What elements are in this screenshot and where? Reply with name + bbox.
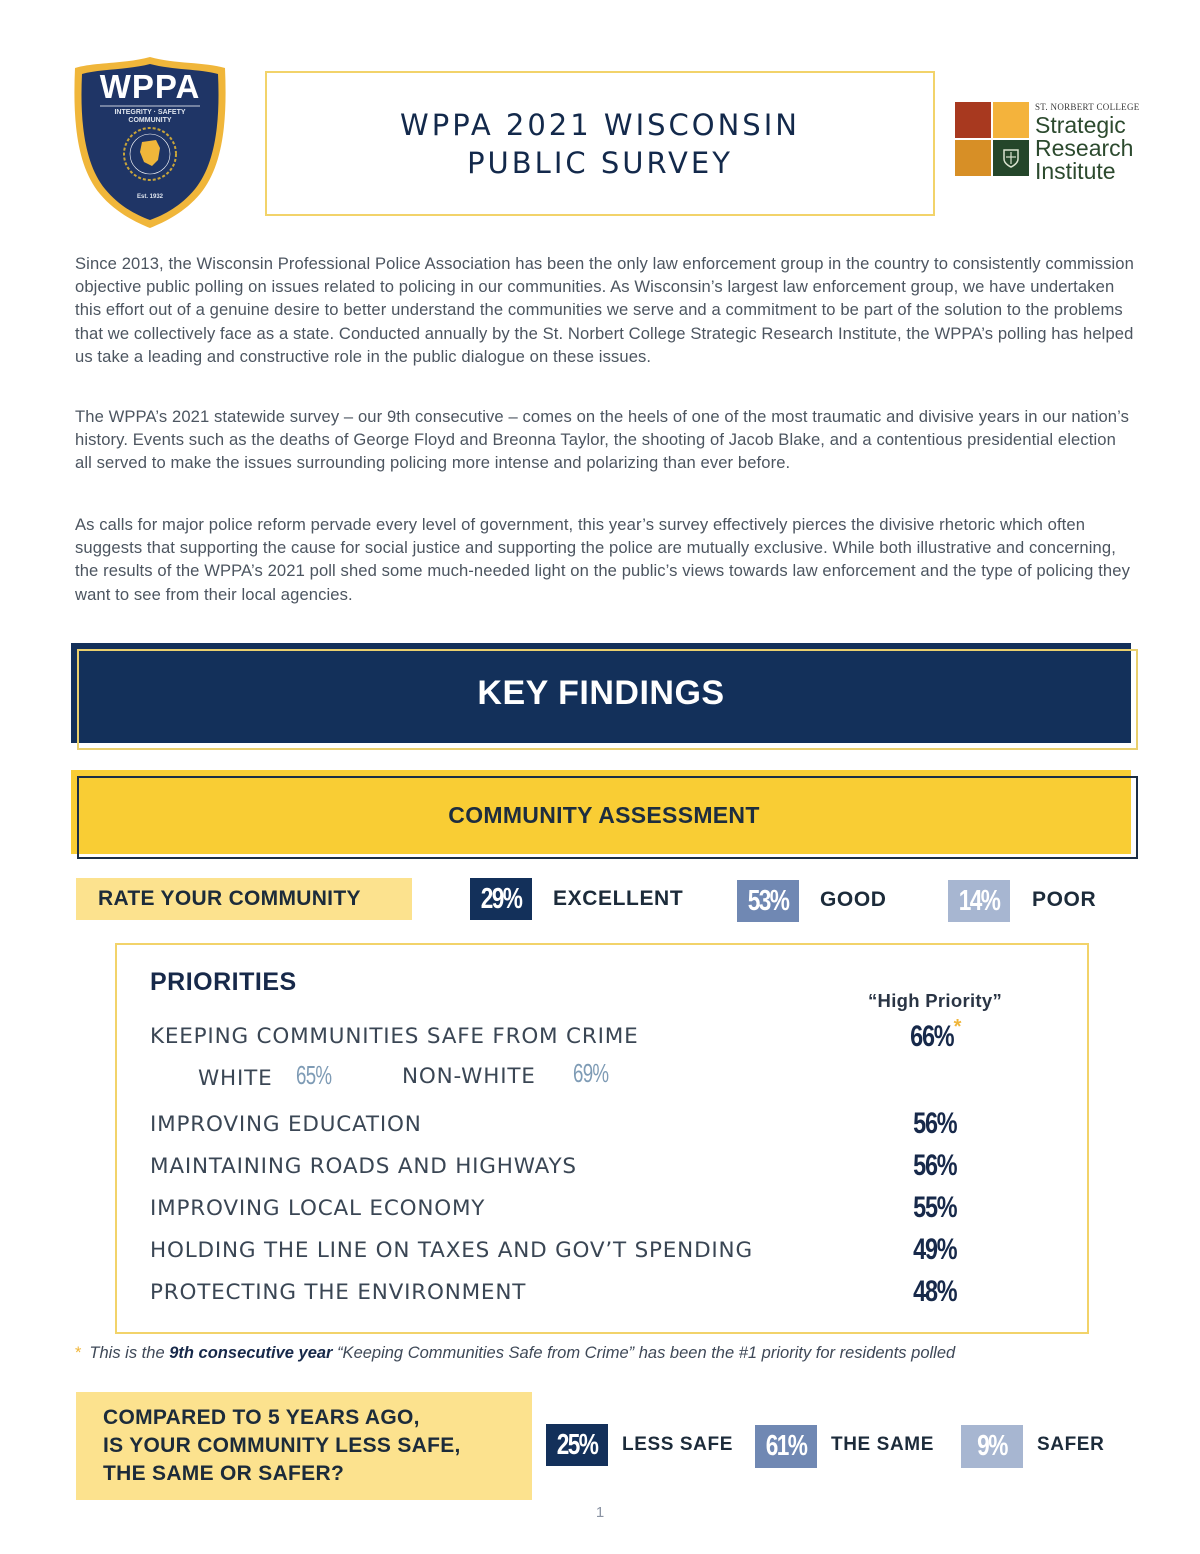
the-same-percent: 61%	[755, 1425, 817, 1468]
priority-item-label: HOLDING THE LINE ON TAXES AND GOV’T SPENDING	[150, 1238, 753, 1263]
compared-question-line-3: THE SAME OR SAFER?	[103, 1462, 345, 1485]
the-same-label: THE SAME	[831, 1434, 934, 1455]
priority-item-value: 56%	[913, 1149, 957, 1182]
footnote	[75, 1344, 955, 1363]
priority-item-label: IMPROVING EDUCATION	[150, 1112, 422, 1137]
page-title-line-1: WPPA 2021 WISCONSIN	[400, 107, 800, 142]
rating-poor-label: POOR	[1032, 888, 1097, 911]
footnote-suffix: “Keeping Communities Safe from Crime” has been the #1 priority for residents polled	[337, 1344, 956, 1362]
page-number: 1	[595, 1504, 605, 1521]
footnote-emphasis: 9th consecutive year	[169, 1344, 333, 1362]
priority-item-label: KEEPING COMMUNITIES SAFE FROM CRIME	[150, 1024, 639, 1049]
sri-crest-icon	[993, 140, 1029, 176]
safer-label: SAFER	[1037, 1434, 1105, 1455]
key-findings-title: KEY FINDINGS	[477, 673, 725, 712]
sri-line-2: Research	[1035, 135, 1134, 161]
sri-square-orange	[955, 140, 991, 176]
less-safe-percent: 25%	[546, 1424, 608, 1466]
rating-good-percent: 53%	[737, 880, 799, 922]
priorities-title: PRIORITIES	[150, 968, 297, 996]
footnote-marker: *	[75, 1344, 82, 1362]
sri-line-1: Strategic	[1035, 112, 1126, 138]
sri-square-red	[955, 102, 991, 138]
priority-item-value: 66%*	[910, 1016, 960, 1053]
priority-item-value: 55%	[913, 1191, 957, 1224]
footnote-prefix: This is the	[89, 1344, 165, 1362]
intro-paragraph: The WPPA’s 2021 statewide survey – our 9th consecutive – comes on the heels of one of the most traumatic and divisive years in our nation’s history. Events such as the deaths of George Floyd and Breonna Taylor, the shooting of Jacob Blake, and a contentious presidential election all served to make the issues surrounding policing more intense and polarizing than ever before.	[75, 407, 1130, 473]
sri-college-name: ST. NORBERT COLLEGE	[1035, 102, 1140, 112]
page-title-line-2: PUBLIC SURVEY	[467, 145, 733, 180]
priority-item-label: MAINTAINING ROADS AND HIGHWAYS	[150, 1154, 577, 1179]
less-safe-label: LESS SAFE	[622, 1434, 733, 1455]
wppa-logo-tagline-1: INTEGRITY · SAFETY	[114, 109, 186, 116]
safer-percent: 9%	[961, 1425, 1023, 1468]
asterisk-marker: *	[953, 1016, 960, 1038]
rate-community-label: RATE YOUR COMMUNITY	[76, 878, 412, 920]
wppa-logo-established: Est. 1932	[136, 194, 164, 200]
rating-good-label: GOOD	[820, 888, 887, 911]
rating-excellent-percent: 29%	[470, 878, 532, 920]
priority-item-label: IMPROVING LOCAL ECONOMY	[150, 1196, 486, 1221]
priority-item-value: 49%	[913, 1233, 957, 1266]
community-assessment-title: COMMUNITY ASSESSMENT	[448, 801, 760, 828]
rating-excellent-label: EXCELLENT	[553, 887, 684, 910]
intro-paragraph: As calls for major police reform pervade every level of government, this year’s survey effectively pierces the divisive rhetoric which often suggests that supporting the cause for social justice and supporting the police are mutually exclusive. While both illustrative and concerning, the results of the WPPA’s 2021 poll shed some much-needed light on the public’s views towards law enforcement and the type of policing they want to see from their local agencies.	[75, 515, 1130, 604]
wppa-logo	[70, 54, 230, 229]
wppa-logo-name: WPPA	[99, 68, 201, 105]
compared-question	[76, 1392, 532, 1500]
sri-square-yellow	[993, 102, 1029, 138]
breakdown-white-label: WHITE	[198, 1066, 273, 1091]
wppa-logo-tagline-2: COMMUNITY	[128, 117, 172, 124]
breakdown-nonwhite-label: NON-WHITE	[402, 1064, 536, 1089]
high-priority-header: “High Priority”	[867, 990, 1002, 1011]
compared-question-line-1: COMPARED TO 5 YEARS AGO,	[103, 1406, 420, 1429]
breakdown-nonwhite-value: 69%	[573, 1058, 609, 1088]
rating-poor-percent: 14%	[948, 880, 1010, 922]
priority-item-value: 48%	[913, 1275, 957, 1308]
priority-item-value: 56%	[913, 1107, 957, 1140]
breakdown-white-value: 65%	[296, 1060, 332, 1090]
priority-item-label: PROTECTING THE ENVIRONMENT	[150, 1280, 527, 1305]
title-box	[265, 71, 935, 216]
intro-paragraph: Since 2013, the Wisconsin Professional Police Association has been the only law enforcement group in the country to consistently commission objective public polling on issues related to policing in our communities. As Wisconsin’s largest law enforcement group, we have undertaken this effort out of a genuine desire to better understand the communities we serve and a commitment to be part of the solution to the problems that we collectively face as a state. Conducted annually by the St. Norbert College Strategic Research Institute, the WPPA’s polling has helped us take a leading and constructive role in the public dialogue on these issues.	[75, 254, 1134, 366]
sri-logo	[955, 102, 1140, 184]
sri-line-3: Institute	[1035, 158, 1116, 184]
compared-question-line-2: IS YOUR COMMUNITY LESS SAFE,	[103, 1434, 461, 1457]
